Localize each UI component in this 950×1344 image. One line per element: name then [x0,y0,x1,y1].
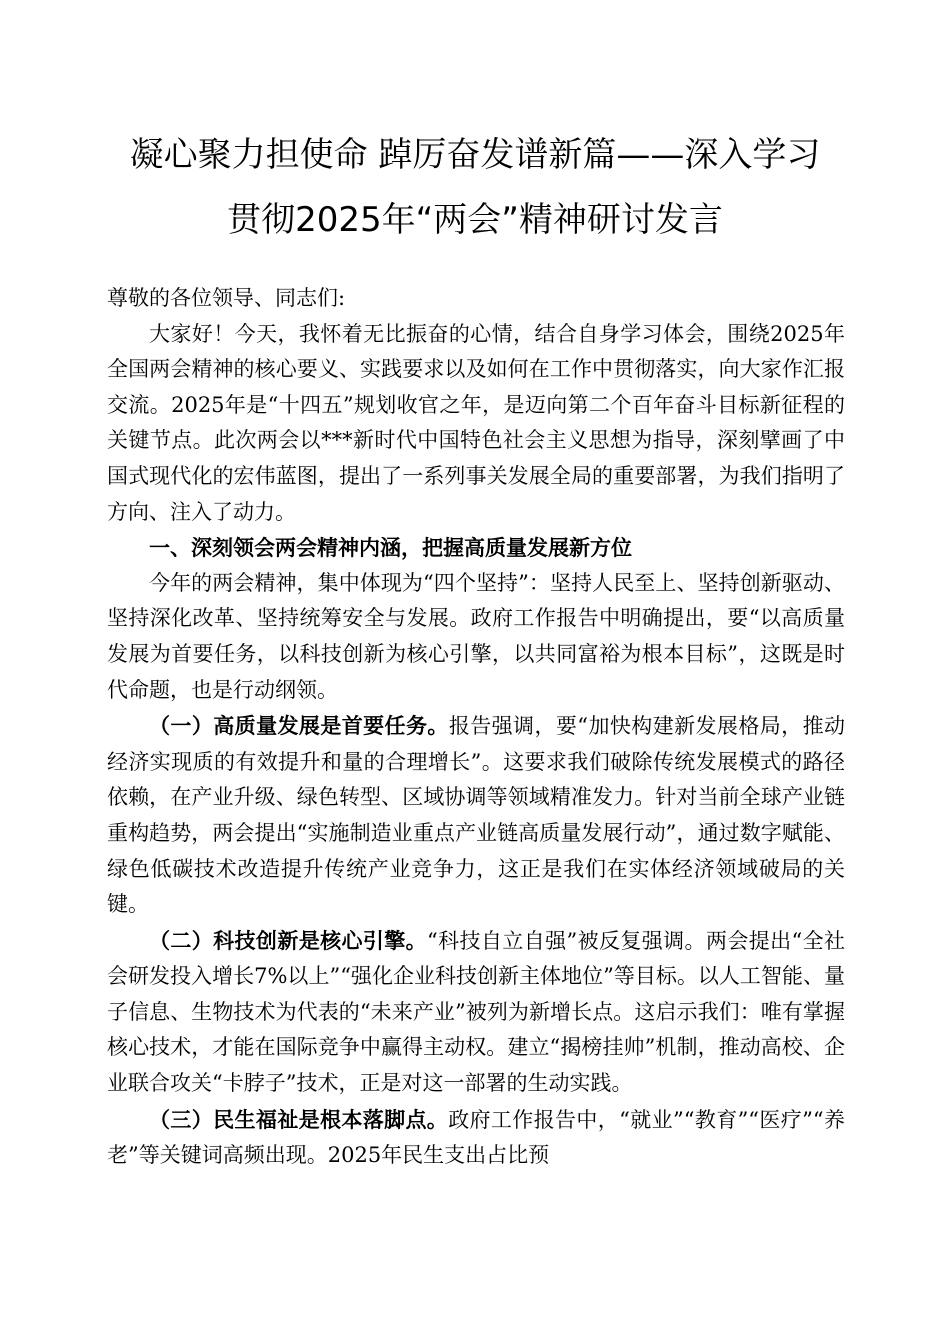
document-title-line-1: 凝心聚力担使命 踔厉奋发谱新篇——深入学习 [129,135,821,175]
salutation: 尊敬的各位领导、同志们: [107,286,346,310]
subsection-1-lead: （一）高质量发展是首要任务。 [149,713,449,739]
subsection-3-lead: （三）民生福祉是根本落脚点。 [149,1106,449,1132]
subsection-3-paragraph [107,1102,845,1174]
subsection-2-text: “科技自立自强”被反复强调。两会提出“全社会研发投入增长7%以上”“强化企业科技创新主体地位”等目标。以人工智能、量子信息、生物技术为代表的“未来产业”被列为新增长点。这启示我们：唯有掌握核心技术，才能在国际竞争中赢得主动权。建立“揭榜挂帅”机制，推动高校、企业联合攻关“卡脖子”技术，正是对这一部署的生动实践。 [107,928,845,1096]
intro-paragraph: 大家好！今天，我怀着无比振奋的心情，结合自身学习体会，围绕2025年全国两会精神的核心要义、实践要求以及如何在工作中贯彻落实，向大家作汇报交流。2025年是“十四五”规划收官之年，是迈向第二个百年奋斗目标新征程的关键节点。此次两会以***新时代中国特色社会主义思想为指导，深刻擘画了中国式现代化的宏伟蓝图，提出了一系列事关发展全局的重要部署，为我们指明了方向、注入了动力。 [107,321,845,524]
subsection-1-text: 报告强调，要“加快构建新发展格局，推动经济实现质的有效提升和量的合理增长”。这要求我们破除传统发展模式的路径依赖，在产业升级、绿色转型、区域协调等领域精准发力。针对当前全球产业链重构趋势，两会提出“实施制造业重点产业链高质量发展行动”，通过数字赋能、绿色低碳技术改造提升传统产业竞争力，这正是我们在实体经济领域破局的关键。 [107,714,846,917]
subsection-2-paragraph [107,923,845,1102]
subsection-1-paragraph [107,708,845,923]
section-1-heading: 一、深刻领会两会精神内涵，把握高质量发展新方位 [149,535,632,561]
section-1-paragraph: 今年的两会精神，集中体现为“四个坚持”：坚持人民至上、坚持创新驱动、坚持深化改革、坚持统筹安全与发展。政府工作报告中明确提出，要“以高质量发展为首要任务，以科技创新为核心引擎，以共同富裕为根本目标”，这既是时代命题，也是行动纲领。 [107,570,845,702]
document-title-line-2: 贯彻2025年“两会”精神研讨发言 [227,200,723,240]
subsection-2-lead: （二）科技创新是核心引擎。 [149,927,428,953]
document-body [107,281,845,1174]
subsection-3-text: 政府工作报告中，“就业”“教育”“医疗”“养老”等关键词高频出现。2025年民生支出占比预 [107,1107,845,1168]
